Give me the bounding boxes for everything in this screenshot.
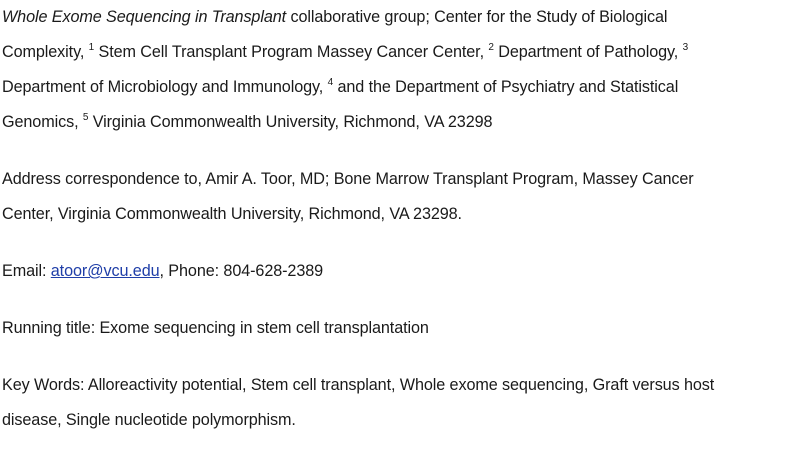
superscript-2: 2 <box>488 42 494 53</box>
affiliation-paragraph <box>2 0 800 140</box>
paragraph-spacer <box>2 232 800 254</box>
affiliation-text: and the Department of Psychiatry and Statistical <box>333 78 679 96</box>
paragraph-spacer <box>2 289 800 311</box>
correspondence-line-1: Address correspondence to, Amir A. Toor, MD; Bone Marrow Transplant Program, Massey Cancer <box>2 170 694 188</box>
keywords-line-1: Key Words: Alloreactivity potential, Stem cell transplant, Whole exome sequencing, Graft versus host <box>2 376 715 394</box>
email-label: Email: <box>2 262 51 280</box>
affiliation-line-1 <box>2 0 800 35</box>
email-link[interactable]: atoor@vcu.edu <box>50 262 160 280</box>
keywords-line-2: disease, Single nucleotide polymorphism. <box>2 411 296 429</box>
correspondence-paragraph <box>2 162 800 232</box>
superscript-4: 4 <box>327 77 334 88</box>
paragraph-spacer <box>2 346 800 368</box>
affiliation-text: Genomics, <box>2 113 83 131</box>
running-title: Running title: Exome sequencing in stem cell transplantation <box>2 319 429 337</box>
contact-paragraph <box>2 254 800 289</box>
group-name: Whole Exome Sequencing in Transplant <box>2 8 287 26</box>
affiliation-line-4 <box>2 105 800 140</box>
affiliation-text: collaborative group; Center for the Study of Biological <box>286 8 668 26</box>
affiliation-text: Department of Microbiology and Immunology, <box>2 78 328 96</box>
paragraph-spacer <box>2 140 800 162</box>
superscript-5: 5 <box>82 112 89 123</box>
affiliation-text: Virginia Commonwealth University, Richmond, VA 23298 <box>88 113 493 131</box>
affiliation-text: Stem Cell Transplant Program Massey Cancer Center, <box>94 43 489 61</box>
superscript-3: 3 <box>682 42 689 53</box>
affiliation-line-2 <box>2 35 800 70</box>
phone-text: , Phone: 804-628-2389 <box>159 262 324 280</box>
contact-line <box>2 254 800 289</box>
correspondence-line-2: Center, Virginia Commonwealth University, Richmond, VA 23298. <box>2 205 462 223</box>
affiliation-text: Complexity, <box>2 43 89 61</box>
keywords-paragraph <box>2 368 800 438</box>
running-title-paragraph <box>2 311 800 346</box>
affiliation-line-3 <box>2 70 800 105</box>
affiliation-text: Department of Pathology, <box>493 43 683 61</box>
superscript-1: 1 <box>88 42 95 53</box>
